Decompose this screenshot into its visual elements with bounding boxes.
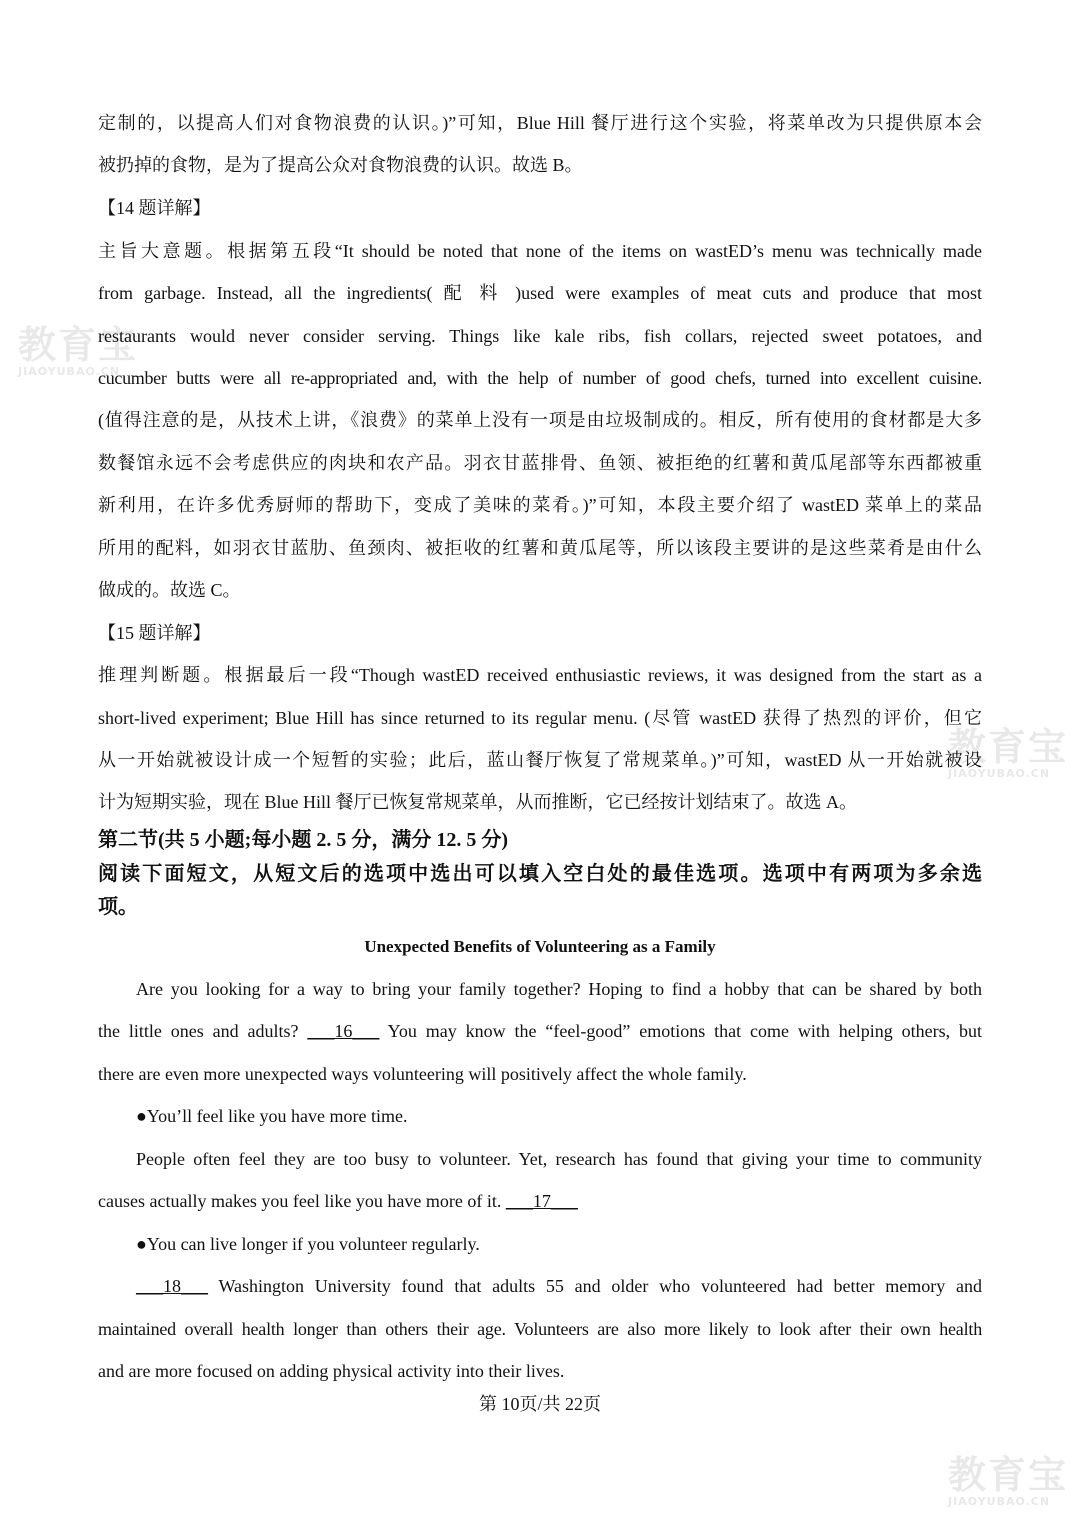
- text-line: [136, 1274, 982, 1298]
- text-line: 从一开始就被设计成一个短暂的实验；此后，蓝山餐厅恢复了常规菜单。)”可知，wastED 从一开始就被设: [98, 750, 982, 770]
- text-line: Are you looking for a way to bring your family together? Hoping to find a hobby that can be shared by both: [136, 979, 982, 999]
- watermark-logo: 教育宝: [948, 725, 1069, 769]
- question-15-heading: 【15 题详解】: [98, 623, 211, 643]
- text-segment: Washington University found that adults 55 and older who volunteered had better memory and: [208, 1276, 982, 1296]
- section-instruction: 阅读下面短文，从短文后的选项中选出可以填入空白处的最佳选项。选项中有两项为多余选: [98, 863, 982, 885]
- watermark-url: JIAOYUBAO.CN: [948, 767, 1051, 780]
- text-line: and are more focused on adding physical activity into their lives.: [98, 1361, 565, 1381]
- text-line: [98, 1019, 982, 1043]
- watermark-bottom-right: [948, 1453, 1069, 1508]
- text-line: 推理判断题。根据最后一段“Though wastED received enthusiastic reviews, it was designed from the start as a: [98, 665, 982, 685]
- text-line: 定制的，以提高人们对食物浪费的认识。)”可知，Blue Hill 餐厅进行这个实验，将菜单改为只提供原本会: [98, 113, 982, 133]
- blank-16: ___16___: [307, 1021, 380, 1041]
- blank-18: ___18___: [136, 1276, 208, 1296]
- text-segment: You may know the “feel-good” emotions that come with helping others, but: [379, 1021, 982, 1041]
- text-line: 主旨大意题。根据第五段“It should be noted that none of the items on wastED’s menu was technically made: [98, 241, 982, 261]
- text-line: People often feel they are too busy to volunteer. Yet, research has found that giving your time to community: [136, 1149, 982, 1169]
- text-line: cucumber butts were all re-appropriated and, with the help of number of good chefs, turned into excellent cuisine.: [98, 368, 982, 388]
- text-segment: causes actually makes you feel like you have more of it.: [98, 1191, 506, 1211]
- text-line: 所用的配料，如羽衣甘蓝肋、鱼颈肉、被拒收的红薯和黄瓜尾等，所以该段主要讲的是这些菜肴是由什么: [98, 538, 982, 558]
- text-line: 被扔掉的食物，是为了提高公众对食物浪费的认识。故选 B。: [98, 155, 583, 175]
- text-line: 计为短期实验，现在 Blue Hill 餐厅已恢复常规菜单，从而推断，它已经按计划结束了。故选 A。: [98, 792, 857, 812]
- text-line: maintained overall health longer than others their age. Volunteers are also more likely to look after their own health: [98, 1319, 982, 1339]
- text-segment: the little ones and adults?: [98, 1021, 308, 1041]
- text-line: 做成的。故选 C。: [98, 580, 241, 600]
- text-line: [98, 1189, 982, 1213]
- page-footer: 第 10页/共 22页: [478, 1394, 601, 1414]
- watermark-url: JIAOYUBAO.CN: [948, 1495, 1051, 1508]
- text-line: from garbage. Instead, all the ingredients( 配 料 )used were examples of meat cuts and produce that most: [98, 283, 982, 303]
- passage-title: Unexpected Benefits of Volunteering as a Family: [364, 937, 716, 956]
- question-14-heading: 【14 题详解】: [98, 198, 211, 218]
- text-line: restaurants would never consider serving. Things like kale ribs, fish collars, rejected sweet potatoes, and: [98, 326, 982, 346]
- watermark-url: JIAOYUBAO.CN: [18, 365, 121, 378]
- watermark-logo: 教育宝: [18, 323, 139, 367]
- section-instruction: 项。: [98, 896, 138, 918]
- text-line: (值得注意的是，从技术上讲，《浪费》的菜单上没有一项是由垃圾制成的。相反，所有使用的食材都是大多: [98, 410, 982, 430]
- text-line: 数餐馆永远不会考虑供应的肉块和农产品。羽衣甘蓝排骨、鱼领、被拒绝的红薯和黄瓜尾部等东西都被重: [98, 453, 982, 473]
- watermark-logo: 教育宝: [948, 1453, 1069, 1497]
- blank-17: ___17___: [505, 1191, 578, 1211]
- bullet-heading: ●You can live longer if you volunteer regularly.: [136, 1234, 480, 1254]
- bullet-heading: ●You’ll feel like you have more time.: [136, 1106, 408, 1126]
- text-line: 新利用，在许多优秀厨师的帮助下，变成了美味的菜肴。)”可知，本段主要介绍了 wastED 菜单上的菜品: [98, 495, 982, 515]
- section-heading: 第二节(共 5 小题;每小题 2. 5 分，满分 12. 5 分): [98, 829, 508, 851]
- text-line: there are even more unexpected ways volunteering will positively affect the whole family.: [98, 1064, 747, 1084]
- text-line: short-lived experiment; Blue Hill has since returned to its regular menu. (尽管 wastED 获得了热烈的评价，但它: [98, 708, 982, 728]
